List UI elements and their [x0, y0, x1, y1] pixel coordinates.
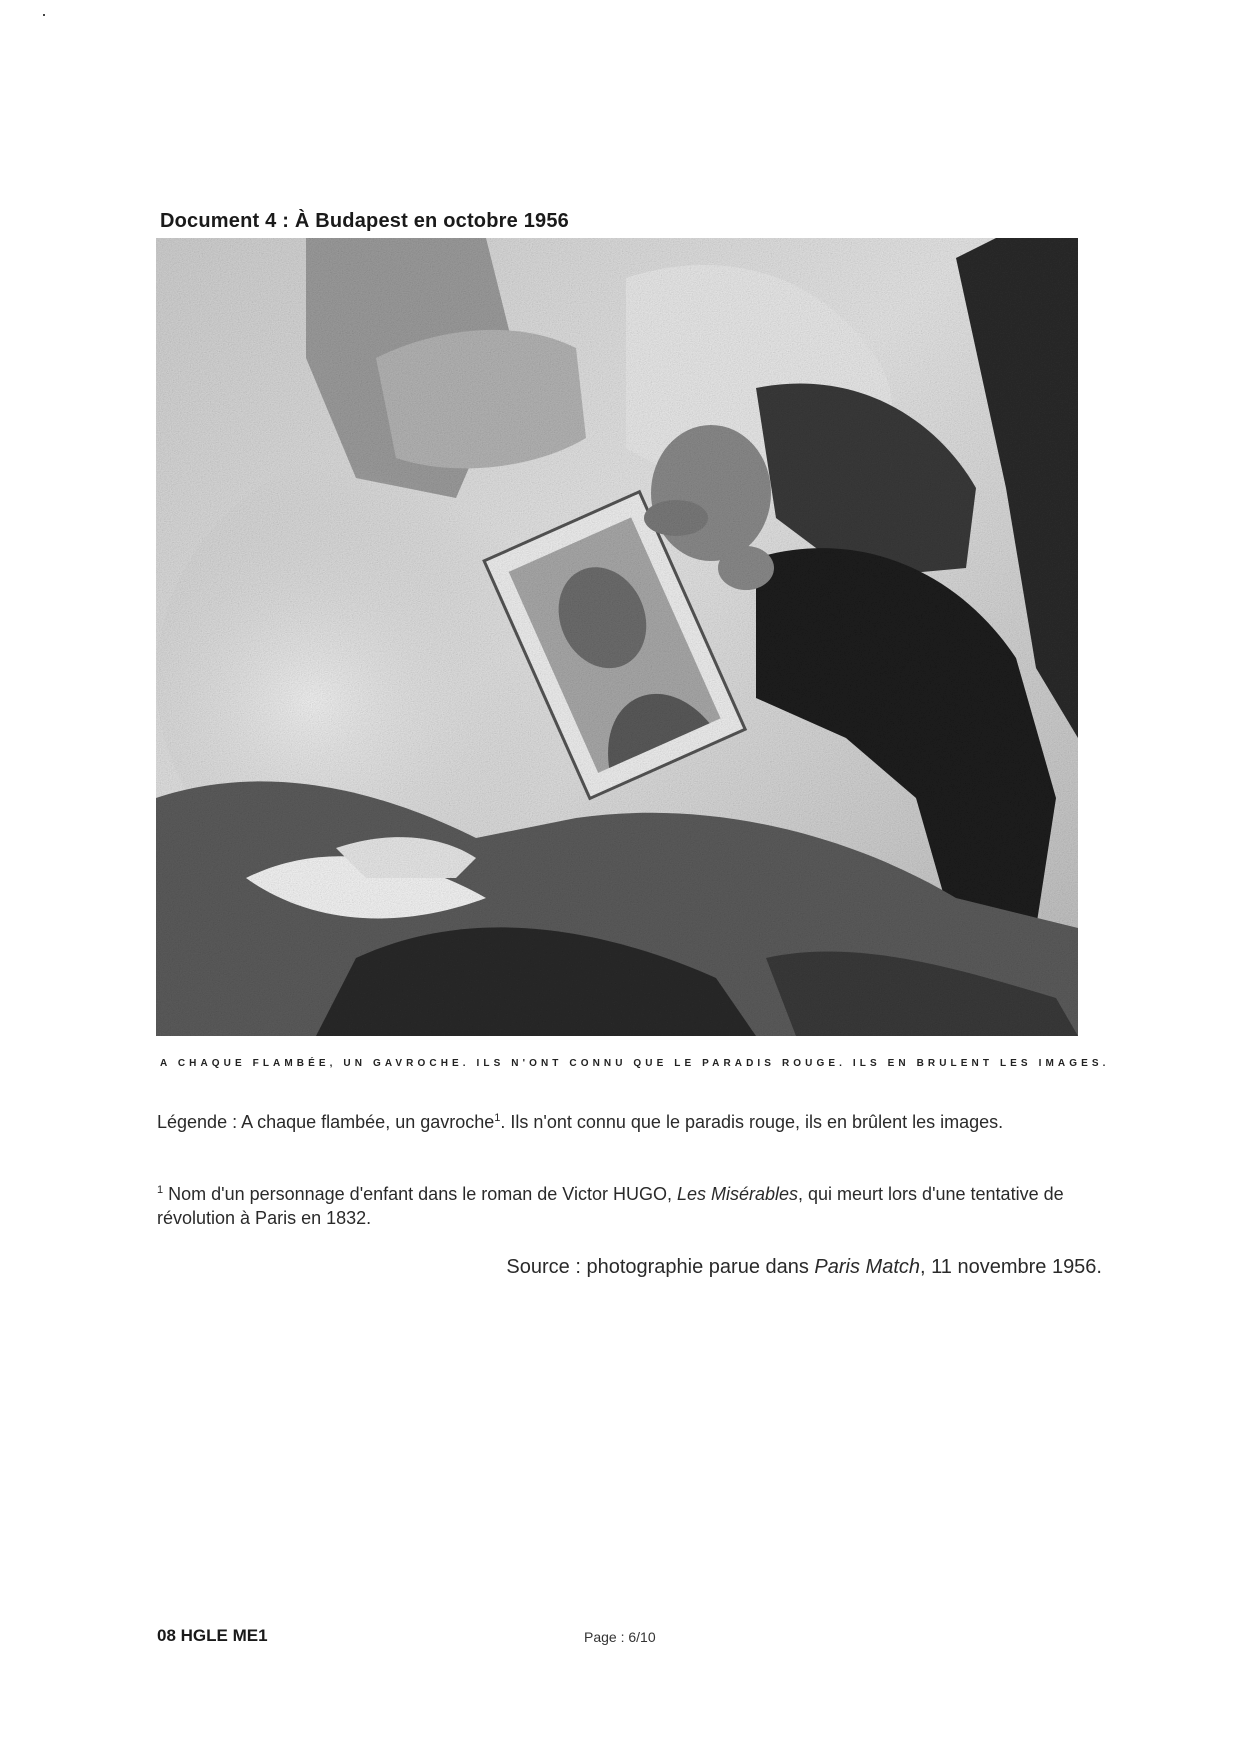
footnote-mark: 1	[157, 1184, 164, 1196]
legend-paragraph	[157, 1110, 1087, 1134]
source-line	[506, 1256, 1102, 1279]
legend-footnote-mark: 1	[494, 1112, 501, 1124]
document-title: Document 4 : À Budapest en octobre 1956	[160, 210, 570, 232]
source-publication: Paris Match	[814, 1256, 921, 1278]
footnote-text-end: , qui meurt lors d'une tentative de révolution à Paris en 1832.	[157, 1184, 1064, 1228]
footnote-text-start: Nom d'un personnage d'enfant dans le roman de Victor HUGO,	[163, 1184, 677, 1204]
legend-text-start: Légende : A chaque flambée, un gavroche	[157, 1112, 495, 1132]
page-number: Page : 6/10	[584, 1629, 656, 1645]
exam-code: 08 HGLE ME1	[157, 1626, 268, 1645]
historical-photograph	[156, 238, 1078, 1036]
source-prefix: Source : photographie parue dans	[506, 1256, 815, 1278]
source-date: , 11 novembre 1956.	[920, 1256, 1102, 1278]
footnote-paragraph	[157, 1182, 1117, 1230]
scan-speck	[43, 14, 45, 16]
photo-caption: A CHAQUE FLAMBÉE, UN GAVROCHE. ILS N'ONT CONNU QUE LE PARADIS ROUGE. ILS EN BRULENT LES IMAGES.	[160, 1058, 1110, 1069]
footnote-book-title: Les Misérables	[676, 1184, 799, 1204]
legend-text-end: . Ils n'ont connu que le paradis rouge, ils en brûlent les images.	[500, 1112, 1004, 1132]
